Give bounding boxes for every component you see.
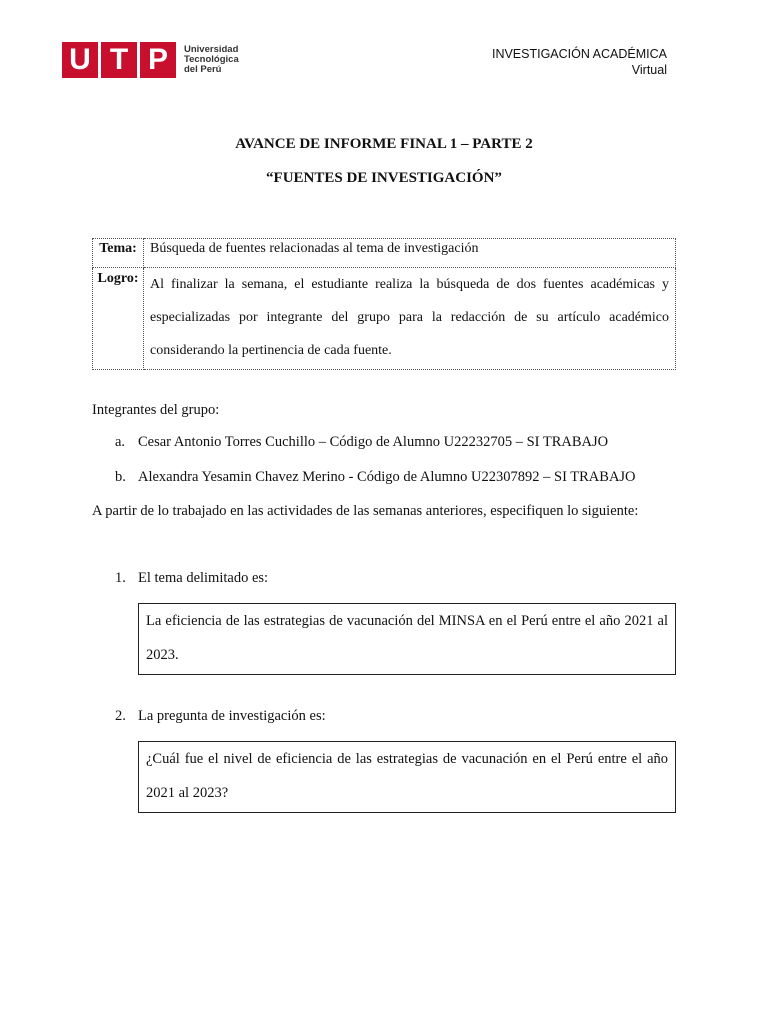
logo-letter-t: T bbox=[101, 42, 137, 78]
group-member-a bbox=[115, 434, 608, 451]
member-text: Alexandra Yesamin Chavez Merino - Código de Alumno U22307892 – SI TRABAJO bbox=[138, 469, 636, 485]
question-1-answer-box: La eficiencia de las estrategias de vacunación del MINSA en el Perú entre el año 2021 al 2023. bbox=[138, 603, 676, 675]
list-marker: 2. bbox=[115, 708, 126, 724]
member-text: Cesar Antonio Torres Cuchillo – Código de Alumno U22232705 – SI TRABAJO bbox=[138, 434, 609, 450]
list-marker: b. bbox=[115, 469, 126, 485]
tema-row bbox=[93, 239, 676, 268]
question-2-label bbox=[115, 708, 326, 725]
question-1-label bbox=[115, 570, 268, 587]
question-text: La pregunta de investigación es: bbox=[138, 708, 326, 724]
document-subtitle: “FUENTES DE INVESTIGACIÓN” bbox=[266, 170, 502, 186]
logro-label: Logro: bbox=[93, 268, 144, 370]
tema-label: Tema: bbox=[93, 239, 144, 268]
course-name: INVESTIGACIÓN ACADÉMICA bbox=[491, 47, 667, 61]
group-intro: Integrantes del grupo: bbox=[92, 402, 220, 418]
document-title: AVANCE DE INFORME FINAL 1 – PARTE 2 bbox=[235, 136, 533, 152]
logo-university-name: Universidad Tecnológica del Perú bbox=[184, 44, 239, 75]
course-modality: Virtual bbox=[631, 63, 667, 77]
logo-letter-boxes bbox=[62, 42, 176, 78]
instructions-text: A partir de lo trabajado en las actividades de las semanas anteriores, especifiquen lo siguiente: bbox=[92, 503, 639, 519]
info-table bbox=[92, 238, 676, 370]
logro-value: Al finalizar la semana, el estudiante realiza la búsqueda de dos fuentes académicas y especializadas por integrante del grupo para la redacción de su artículo académico considerando la pertinencia de cada fuente. bbox=[144, 268, 676, 370]
list-marker: a. bbox=[115, 434, 126, 450]
utp-logo bbox=[62, 42, 239, 78]
list-marker: 1. bbox=[115, 570, 126, 586]
logro-row bbox=[93, 268, 676, 370]
tema-value: Búsqueda de fuentes relacionadas al tema de investigación bbox=[144, 239, 676, 268]
logo-letter-p: P bbox=[140, 42, 176, 78]
group-member-b bbox=[115, 469, 636, 486]
question-2-answer-box: ¿Cuál fue el nivel de eficiencia de las estrategias de vacunación en el Perú entre el año 2021 al 2023? bbox=[138, 741, 676, 813]
logo-letter-u: U bbox=[62, 42, 98, 78]
question-text: El tema delimitado es: bbox=[138, 570, 269, 586]
course-header bbox=[492, 46, 667, 78]
